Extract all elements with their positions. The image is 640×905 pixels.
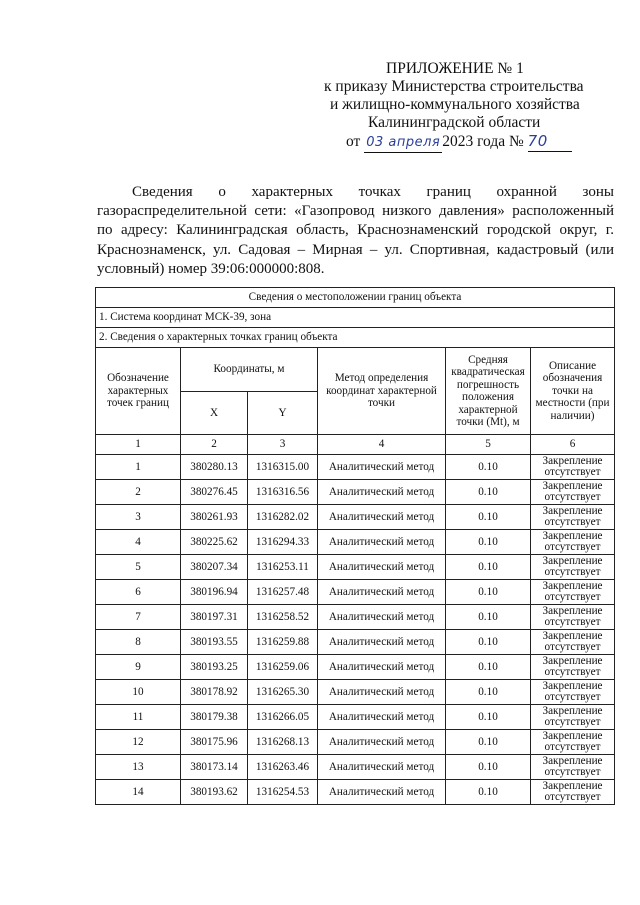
table-row bbox=[96, 780, 615, 805]
point-number-cell: 13 bbox=[96, 755, 181, 780]
col-header-desc: Описание обозначения точки на местности (при наличии) bbox=[531, 348, 615, 435]
description-cell: Закрепление отсутствует bbox=[531, 705, 615, 730]
order-line-1: к приказу Министерства строительства bbox=[324, 78, 584, 95]
method-cell: Аналитический метод bbox=[318, 680, 446, 705]
col-header-method: Метод определения координат характерной точки bbox=[318, 348, 446, 435]
error-cell: 0.10 bbox=[446, 605, 531, 630]
column-number: 2 bbox=[181, 435, 248, 455]
table-row bbox=[96, 455, 615, 480]
col-header-coords: Координаты, м bbox=[181, 348, 318, 392]
description-text: Сведения о характерных точках границ охранной зоны газораспределительной сети: «Газопровод низкого давления» расположенный по адресу: Калининградская область, Краснознаменский городской округ, г. Краснознаменск, ул. Садовая – Мирная – ул. Спортивная, кадастровый (или условный) номер 39:06:000000:808. bbox=[97, 184, 614, 277]
x-coordinate-cell: 380197.31 bbox=[181, 605, 248, 630]
method-cell: Аналитический метод bbox=[318, 455, 446, 480]
col-header-y: Y bbox=[248, 391, 318, 435]
error-cell: 0.10 bbox=[446, 580, 531, 605]
error-cell: 0.10 bbox=[446, 480, 531, 505]
point-number-cell: 1 bbox=[96, 455, 181, 480]
point-number-cell: 4 bbox=[96, 530, 181, 555]
x-coordinate-cell: 380173.14 bbox=[181, 755, 248, 780]
description-cell: Закрепление отсутствует bbox=[531, 480, 615, 505]
point-number-cell: 2 bbox=[96, 480, 181, 505]
description-cell: Закрепление отсутствует bbox=[531, 580, 615, 605]
method-cell: Аналитический метод bbox=[318, 780, 446, 805]
method-cell: Аналитический метод bbox=[318, 580, 446, 605]
column-number: 1 bbox=[96, 435, 181, 455]
x-coordinate-cell: 380179.38 bbox=[181, 705, 248, 730]
column-number: 5 bbox=[446, 435, 531, 455]
description-cell: Закрепление отсутствует bbox=[531, 505, 615, 530]
description-cell: Закрепление отсутствует bbox=[531, 605, 615, 630]
error-cell: 0.10 bbox=[446, 455, 531, 480]
point-number-cell: 5 bbox=[96, 555, 181, 580]
handwritten-number bbox=[528, 132, 572, 152]
description-cell: Закрепление отсутствует bbox=[531, 630, 615, 655]
description-cell: Закрепление отсутствует bbox=[531, 655, 615, 680]
column-number: 6 bbox=[531, 435, 615, 455]
error-cell: 0.10 bbox=[446, 730, 531, 755]
description-cell: Закрепление отсутствует bbox=[531, 530, 615, 555]
appendix-title: ПРИЛОЖЕНИЕ № 1 bbox=[386, 60, 524, 77]
number-hand: 70 bbox=[527, 132, 548, 150]
error-cell: 0.10 bbox=[446, 505, 531, 530]
y-coordinate-cell: 1316259.88 bbox=[248, 630, 318, 655]
y-coordinate-cell: 1316266.05 bbox=[248, 705, 318, 730]
description-cell: Закрепление отсутствует bbox=[531, 755, 615, 780]
x-coordinate-cell: 380280.13 bbox=[181, 455, 248, 480]
error-cell: 0.10 bbox=[446, 755, 531, 780]
order-line-3: Калининградской области bbox=[368, 114, 541, 131]
y-coordinate-cell: 1316316.56 bbox=[248, 480, 318, 505]
description-cell: Закрепление отсутствует bbox=[531, 730, 615, 755]
table-body bbox=[96, 455, 615, 805]
point-number-cell: 12 bbox=[96, 730, 181, 755]
col-header-x: X bbox=[181, 391, 248, 435]
y-coordinate-cell: 1316254.53 bbox=[248, 780, 318, 805]
method-cell: Аналитический метод bbox=[318, 705, 446, 730]
table-row bbox=[96, 730, 615, 755]
table-row bbox=[96, 505, 615, 530]
x-coordinate-cell: 380276.45 bbox=[181, 480, 248, 505]
y-coordinate-cell: 1316265.30 bbox=[248, 680, 318, 705]
description-cell: Закрепление отсутствует bbox=[531, 455, 615, 480]
points-section-row: 2. Сведения о характерных точках границ объекта bbox=[96, 328, 615, 348]
point-number-cell: 11 bbox=[96, 705, 181, 730]
error-cell: 0.10 bbox=[446, 680, 531, 705]
date-line bbox=[346, 132, 572, 153]
col-header-error: Средняя квадратическая погрешность положения характерной точки (Mt), м bbox=[446, 348, 531, 435]
x-coordinate-cell: 380193.25 bbox=[181, 655, 248, 680]
table-row bbox=[96, 555, 615, 580]
description-cell: Закрепление отсутствует bbox=[531, 680, 615, 705]
method-cell: Аналитический метод bbox=[318, 505, 446, 530]
table-row bbox=[96, 655, 615, 680]
error-cell: 0.10 bbox=[446, 530, 531, 555]
description-paragraph bbox=[97, 183, 614, 279]
table-row bbox=[96, 605, 615, 630]
y-coordinate-cell: 1316258.52 bbox=[248, 605, 318, 630]
point-number-cell: 9 bbox=[96, 655, 181, 680]
description-cell: Закрепление отсутствует bbox=[531, 780, 615, 805]
x-coordinate-cell: 380196.94 bbox=[181, 580, 248, 605]
boundary-points-table bbox=[95, 287, 615, 805]
method-cell: Аналитический метод bbox=[318, 730, 446, 755]
point-number-cell: 10 bbox=[96, 680, 181, 705]
point-number-cell: 3 bbox=[96, 505, 181, 530]
y-coordinate-cell: 1316259.06 bbox=[248, 655, 318, 680]
date-hand: 03 апреля bbox=[366, 135, 441, 150]
y-coordinate-cell: 1316294.33 bbox=[248, 530, 318, 555]
error-cell: 0.10 bbox=[446, 780, 531, 805]
point-number-cell: 8 bbox=[96, 630, 181, 655]
table-row bbox=[96, 580, 615, 605]
method-cell: Аналитический метод bbox=[318, 530, 446, 555]
y-coordinate-cell: 1316268.13 bbox=[248, 730, 318, 755]
table-row bbox=[96, 530, 615, 555]
table-row bbox=[96, 480, 615, 505]
y-coordinate-cell: 1316253.11 bbox=[248, 555, 318, 580]
method-cell: Аналитический метод bbox=[318, 480, 446, 505]
method-cell: Аналитический метод bbox=[318, 630, 446, 655]
point-number-cell: 7 bbox=[96, 605, 181, 630]
x-coordinate-cell: 380193.62 bbox=[181, 780, 248, 805]
method-cell: Аналитический метод bbox=[318, 555, 446, 580]
y-coordinate-cell: 1316315.00 bbox=[248, 455, 318, 480]
y-coordinate-cell: 1316257.48 bbox=[248, 580, 318, 605]
table-title: Сведения о местоположении границ объекта bbox=[96, 288, 615, 308]
y-coordinate-cell: 1316263.46 bbox=[248, 755, 318, 780]
y-coordinate-cell: 1316282.02 bbox=[248, 505, 318, 530]
description-cell: Закрепление отсутствует bbox=[531, 555, 615, 580]
x-coordinate-cell: 380175.96 bbox=[181, 730, 248, 755]
date-prefix: от bbox=[346, 133, 361, 150]
document-header bbox=[0, 60, 640, 150]
point-number-cell: 14 bbox=[96, 780, 181, 805]
col-header-point: Обозначение характерных точек границ bbox=[96, 348, 181, 435]
order-line-2: и жилищно-коммунального хозяйства bbox=[330, 96, 580, 113]
error-cell: 0.10 bbox=[446, 555, 531, 580]
error-cell: 0.10 bbox=[446, 705, 531, 730]
table-row bbox=[96, 680, 615, 705]
x-coordinate-cell: 380207.34 bbox=[181, 555, 248, 580]
x-coordinate-cell: 380261.93 bbox=[181, 505, 248, 530]
point-number-cell: 6 bbox=[96, 580, 181, 605]
coord-system-row: 1. Система координат МСК-39, зона bbox=[96, 308, 615, 328]
method-cell: Аналитический метод bbox=[318, 605, 446, 630]
table-row bbox=[96, 755, 615, 780]
error-cell: 0.10 bbox=[446, 630, 531, 655]
x-coordinate-cell: 380193.55 bbox=[181, 630, 248, 655]
x-coordinate-cell: 380178.92 bbox=[181, 680, 248, 705]
method-cell: Аналитический метод bbox=[318, 655, 446, 680]
table-row bbox=[96, 630, 615, 655]
handwritten-date bbox=[364, 133, 442, 153]
column-numbers-row bbox=[96, 435, 615, 455]
error-cell: 0.10 bbox=[446, 655, 531, 680]
method-cell: Аналитический метод bbox=[318, 755, 446, 780]
column-number: 4 bbox=[318, 435, 446, 455]
x-coordinate-cell: 380225.62 bbox=[181, 530, 248, 555]
year-text: 2023 года № bbox=[442, 133, 524, 150]
column-number: 3 bbox=[248, 435, 318, 455]
table-row bbox=[96, 705, 615, 730]
